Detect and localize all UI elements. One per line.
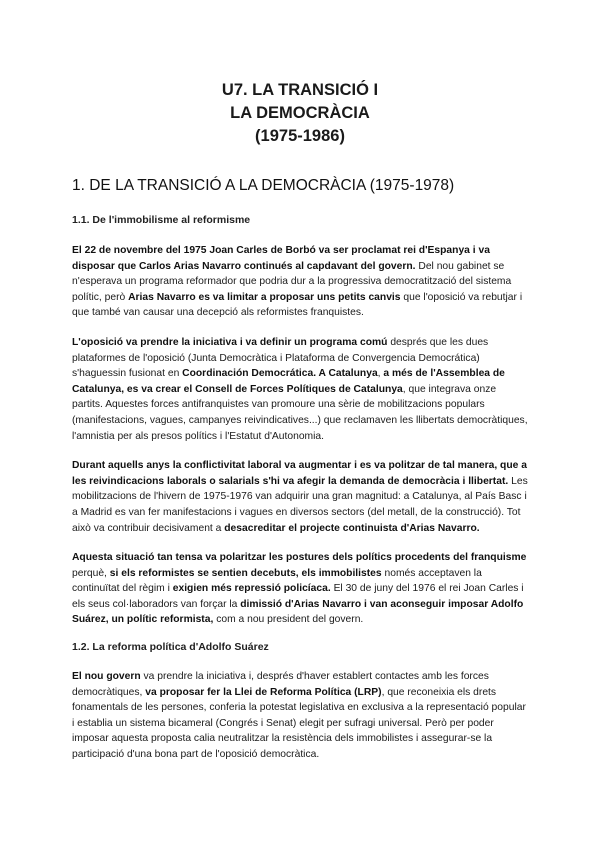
bold-text-run: El 22 de novembre del 1975 Joan Carles de Borbó va ser proclamat rei d'Espanya i va disposar que Carlos Arias Navarro continués al capdavant del govern. [72, 245, 490, 272]
text-run: que l'oposició va rebutjar i que també van causar una decepció als reformistes franquistes. [72, 291, 523, 319]
text-run: va prendre la iniciativa i, després d'haver establert contactes amb les forces democràtiques, [72, 671, 489, 698]
paragraph-5 [72, 669, 528, 763]
paragraph-1 [72, 243, 528, 321]
text-run: només acceptaven la continuïtat del règim i [72, 567, 482, 595]
text-run: , que integrava onze partits. Aquestes forces antifranquistes van promoure una sèrie de mobilitzacions populars (manifestacions, vagues, campanyes reivindicatives...) que reclamaven les llibertats democràtiques, l'amnistia per als presos polítics i l'Estatut d'Autonomia. [72, 383, 528, 442]
paragraph-3 [72, 458, 528, 536]
text-run: El 30 de juny del 1976 el rei Joan Carles i els seus col·laboradors van forçar la [72, 583, 524, 610]
text-run: , [377, 368, 384, 380]
subsection-heading-2: 1.2. La reforma política d'Adolfo Suárez [72, 641, 269, 654]
bold-text-run: va proposar fer la Llei de Reforma Política (LRP) [145, 686, 382, 698]
text-run: perquè, [72, 567, 110, 579]
text-run: Del nou gabinet se n'esperava un programa reformador que podria dur a la progressiva democratització del sistema polític, però [72, 260, 512, 303]
title-line-1: U7. LA TRANSICIÓ I [221, 81, 379, 99]
paragraph-2 [72, 335, 528, 444]
subsection-heading-1: 1.1. De l'immobilisme al reformisme [72, 214, 251, 226]
bold-text-run: Aquesta situació tan tensa va polaritzar les postures dels polítics procedents del franquisme [72, 552, 527, 564]
document-page [72, 0, 528, 763]
bold-text-run: a més de l'Assemblea de Catalunya, es va crear el Consell de Forces Polítiques de Catalunya [72, 368, 505, 395]
section-heading: 1. DE LA TRANSICIÓ A LA DEMOCRÀCIA (1975-1978) [72, 177, 455, 194]
paragraph-4 [72, 550, 528, 628]
title-line-3: (1975-1986) [255, 127, 345, 145]
document-title [72, 79, 528, 148]
bold-text-run: Coordinación Democrática. A Catalunya [182, 368, 378, 380]
bold-text-run: Durant aquells anys la conflictivitat laboral va augmentar i es va politzar de tal manera, que a les reivindicacions laborals o salarials s'hi va afegir la demanda de democràcia i llibertat. [72, 460, 527, 487]
text-run: , que reconeixia els drets fonamentals de les persones, conferia la potestat legislativa en exclusiva a la representació popular i establia un sistema bicameral (Congrés i Senat) elegit per sufragi universal. Però per poder imposar aquesta proposta calia neutralitzar la resistència dels immobilistes i assegurar-se la participació d'una bona part de l'oposició democràtica. [72, 686, 526, 761]
bold-text-run: exigien més repressió policíaca. [172, 583, 331, 595]
bold-text-run: L'oposició va prendre la iniciativa i va definir un programa comú [72, 336, 388, 348]
bold-text-run: El nou govern [72, 671, 141, 683]
bold-text-run: desacreditar el projecte continuista d'Arias Navarro. [224, 522, 480, 534]
bold-text-run: dimissió d'Arias Navarro i van aconseguir imposar Adolfo Suárez, un polític reformista, [72, 598, 524, 626]
text-run: després que les dues plataformes de l'oposició (Junta Democràtica i Plataforma de Convergencia Democrática) s'haguessin fusionat en [72, 336, 489, 380]
bold-text-run: si els reformistes se sentien decebuts, els immobilistes [109, 567, 382, 579]
bold-text-run: Arias Navarro es va limitar a proposar uns petits canvis [128, 291, 401, 303]
text-run: com a nou president del govern. [213, 614, 364, 626]
text-run: Les mobilitzacions de l'hivern de 1975-1976 van adquirir una gran magnitud: a Catalunya, al País Basc i a Madrid es van fer manifestacions i vagues en diversos sectors (del metall, de la construcció). Tot això va contribuir decisivament a [72, 475, 528, 534]
title-line-2: LA DEMOCRÀCIA [230, 104, 370, 122]
